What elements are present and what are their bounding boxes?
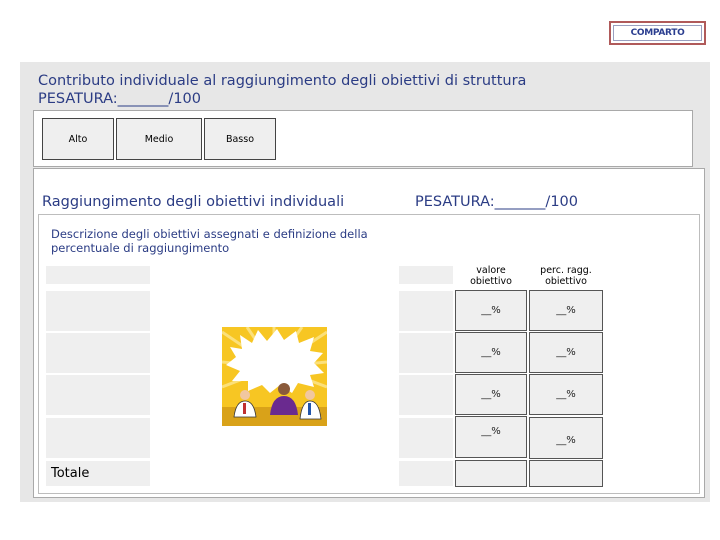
section2-title: Raggiungimento degli obiettivi individuali <box>42 194 345 210</box>
option-alto-button[interactable]: Alto <box>42 118 114 160</box>
description-line-2: percentuale di raggiungimento <box>51 241 230 255</box>
objective-weight-cell[interactable] <box>399 375 453 415</box>
total-weight-cell[interactable] <box>399 461 453 486</box>
description-line-1: Descrizione degli obiettivi assegnati e definizione della <box>51 227 368 241</box>
objective-description-cell[interactable] <box>46 291 150 331</box>
header-bar-left <box>46 266 150 284</box>
option-basso-button[interactable]: Basso <box>204 118 276 160</box>
valore-cell[interactable]: __% <box>455 332 527 373</box>
perc-cell[interactable]: __% <box>529 374 603 415</box>
objective-description-cell[interactable] <box>46 375 150 415</box>
valore-cell[interactable]: __% <box>455 290 527 331</box>
objectives-description <box>51 227 368 255</box>
total-valore-cell[interactable] <box>455 460 527 487</box>
valore-header-line-2: obiettivo <box>470 276 512 287</box>
valore-header-line-1: valore <box>476 265 506 276</box>
perc-column-header <box>529 265 603 287</box>
valore-cell[interactable]: __% <box>455 416 527 458</box>
section1-title: Contributo individuale al raggiungimento degli obiettivi di struttura <box>38 73 527 89</box>
meeting-illustration <box>222 327 327 426</box>
objective-weight-cell[interactable] <box>399 418 453 458</box>
valore-cell[interactable]: __% <box>455 374 527 415</box>
valore-column-header <box>455 265 527 287</box>
perc-header-line-1: perc. ragg. <box>540 265 592 276</box>
perc-header-line-2: obiettivo <box>545 276 587 287</box>
perc-cell[interactable]: __% <box>529 290 603 331</box>
comparto-label: COMPARTO <box>613 25 702 41</box>
header-bar-mid <box>399 266 453 284</box>
section1-weight: PESATURA:_______/100 <box>38 91 201 107</box>
section2-weight: PESATURA:_______/100 <box>415 194 578 210</box>
perc-cell[interactable]: __% <box>529 332 603 373</box>
objective-weight-cell[interactable] <box>399 291 453 331</box>
perc-cell[interactable]: __% <box>529 417 603 459</box>
total-label: Totale <box>46 461 150 486</box>
objective-weight-cell[interactable] <box>399 333 453 373</box>
objective-description-cell[interactable] <box>46 333 150 373</box>
comparto-badge[interactable] <box>609 21 706 45</box>
total-perc-cell[interactable] <box>529 460 603 487</box>
option-medio-button[interactable]: Medio <box>116 118 202 160</box>
objective-description-cell[interactable] <box>46 418 150 458</box>
